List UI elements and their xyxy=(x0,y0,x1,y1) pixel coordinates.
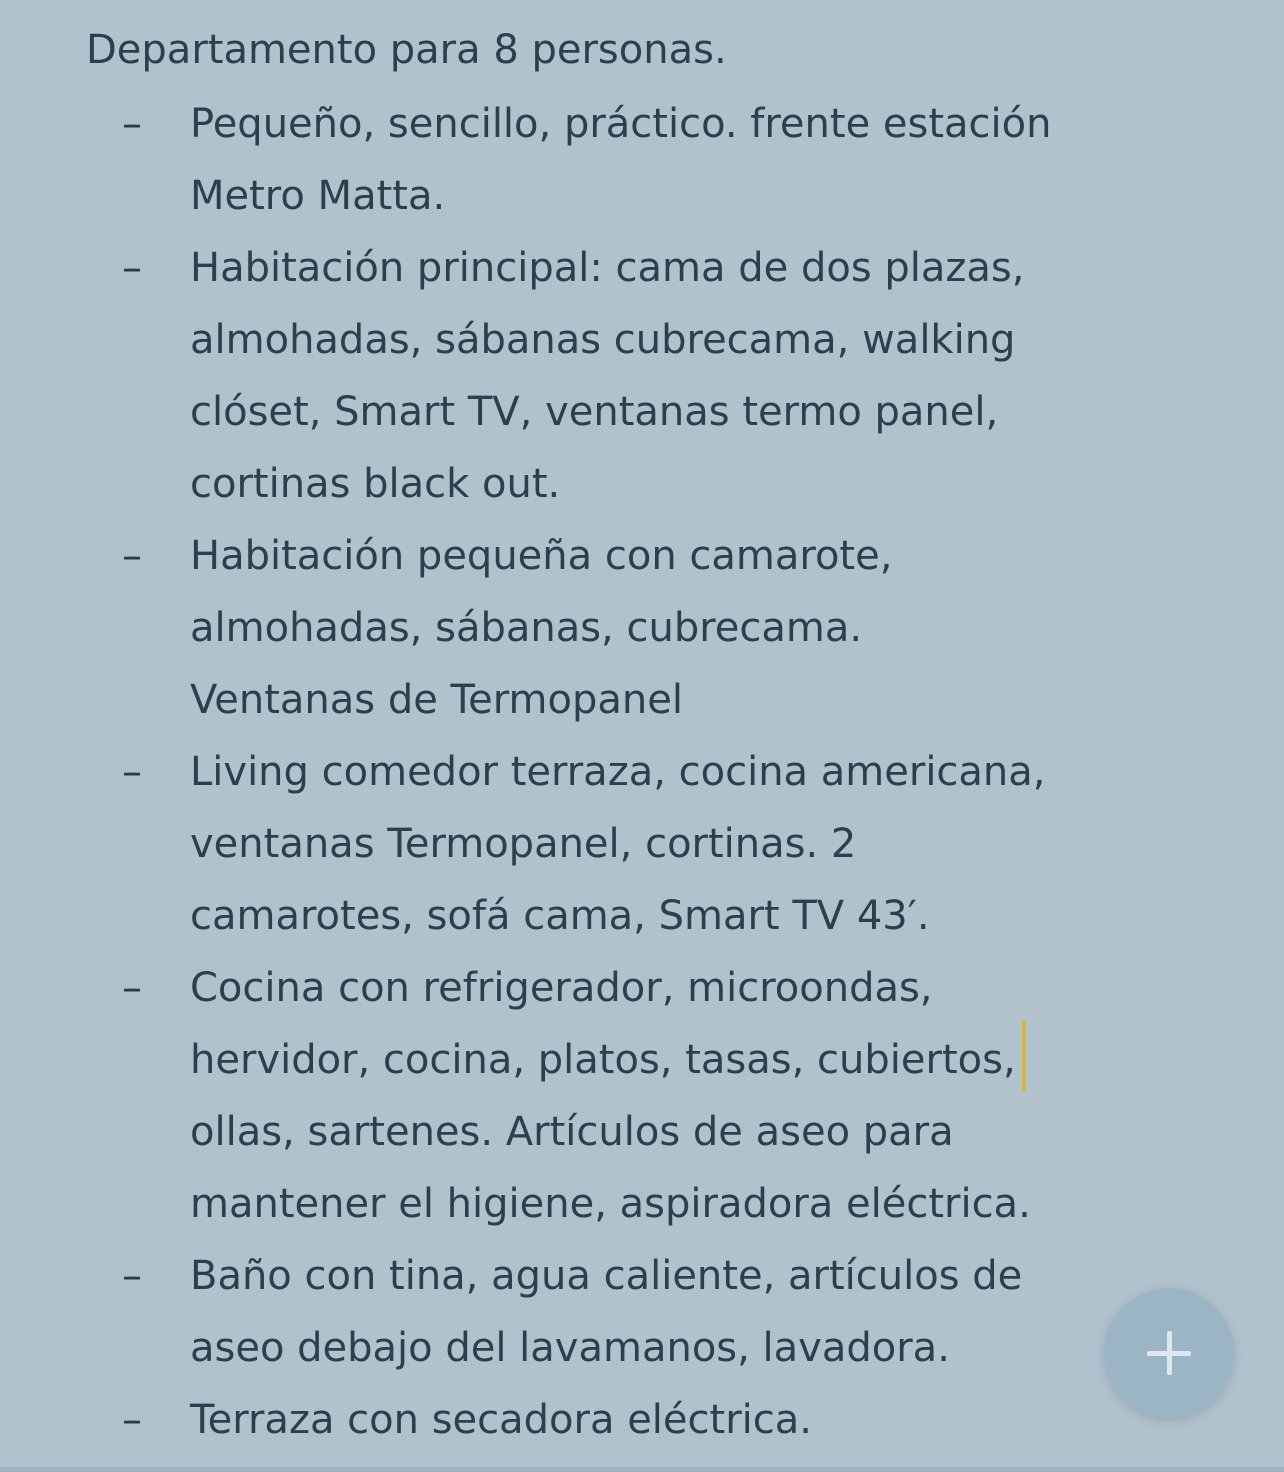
list-item-line: Habitación pequeña con camarote, xyxy=(190,533,893,579)
bullet-dash: – xyxy=(122,1253,142,1299)
bullet-dash: – xyxy=(122,965,142,1011)
bullet-list xyxy=(0,88,1284,1456)
list-item-line: almohadas, sábanas, cubrecama. xyxy=(190,605,863,651)
list-item-line: ollas, sartenes. Artículos de aseo para xyxy=(190,1109,954,1155)
list-item-line: clóset, Smart TV, ventanas termo panel, xyxy=(190,389,999,435)
bullet-dash: – xyxy=(122,749,142,795)
list-item xyxy=(0,1384,1190,1456)
list-item-line: Habitación principal: cama de dos plazas, xyxy=(190,245,1025,291)
add-button[interactable] xyxy=(1104,1288,1234,1418)
list-item-line: mantener el higiene, aspiradora eléctrica. xyxy=(190,1181,1031,1227)
list-item xyxy=(0,88,1190,232)
list-item xyxy=(0,1240,1190,1384)
bullet-dash: – xyxy=(122,101,142,147)
list-item xyxy=(0,232,1190,520)
list-item-line: ventanas Termopanel, cortinas. 2 xyxy=(190,821,857,867)
note-heading: Departamento para 8 personas. xyxy=(86,27,727,73)
text-cursor xyxy=(1022,1020,1026,1092)
list-item-text: hervidor, cocina, platos, tasas, cubiertos, xyxy=(190,1037,1016,1083)
list-item-line: Cocina con refrigerador, microondas, xyxy=(190,965,933,1011)
plus-icon xyxy=(1147,1331,1191,1375)
bullet-dash: – xyxy=(122,1397,142,1443)
list-item-line: Ventanas de Termopanel xyxy=(190,677,683,723)
bullet-dash: – xyxy=(122,245,142,291)
list-item-line-with-caret xyxy=(190,1024,1190,1096)
bottom-divider xyxy=(0,1467,1284,1472)
list-item-line: Baño con tina, agua caliente, artículos de xyxy=(190,1253,1023,1299)
list-item-line: aseo debajo del lavamanos, lavadora. xyxy=(190,1325,950,1371)
bullet-dash: – xyxy=(122,533,142,579)
list-item-line: almohadas, sábanas cubrecama, walking xyxy=(190,317,1016,363)
list-item-line: Living comedor terraza, cocina americana, xyxy=(190,749,1046,795)
list-item xyxy=(0,520,1190,736)
list-item-line: Metro Matta. xyxy=(190,173,446,219)
list-item xyxy=(0,952,1190,1240)
list-item-line: cortinas black out. xyxy=(190,461,561,507)
list-item xyxy=(0,736,1190,952)
list-item-line: Terraza con secadora eléctrica. xyxy=(190,1397,812,1443)
list-item-line: camarotes, sofá cama, Smart TV 43′. xyxy=(190,893,930,939)
list-item-line: Pequeño, sencillo, práctico. frente estación xyxy=(190,101,1052,147)
